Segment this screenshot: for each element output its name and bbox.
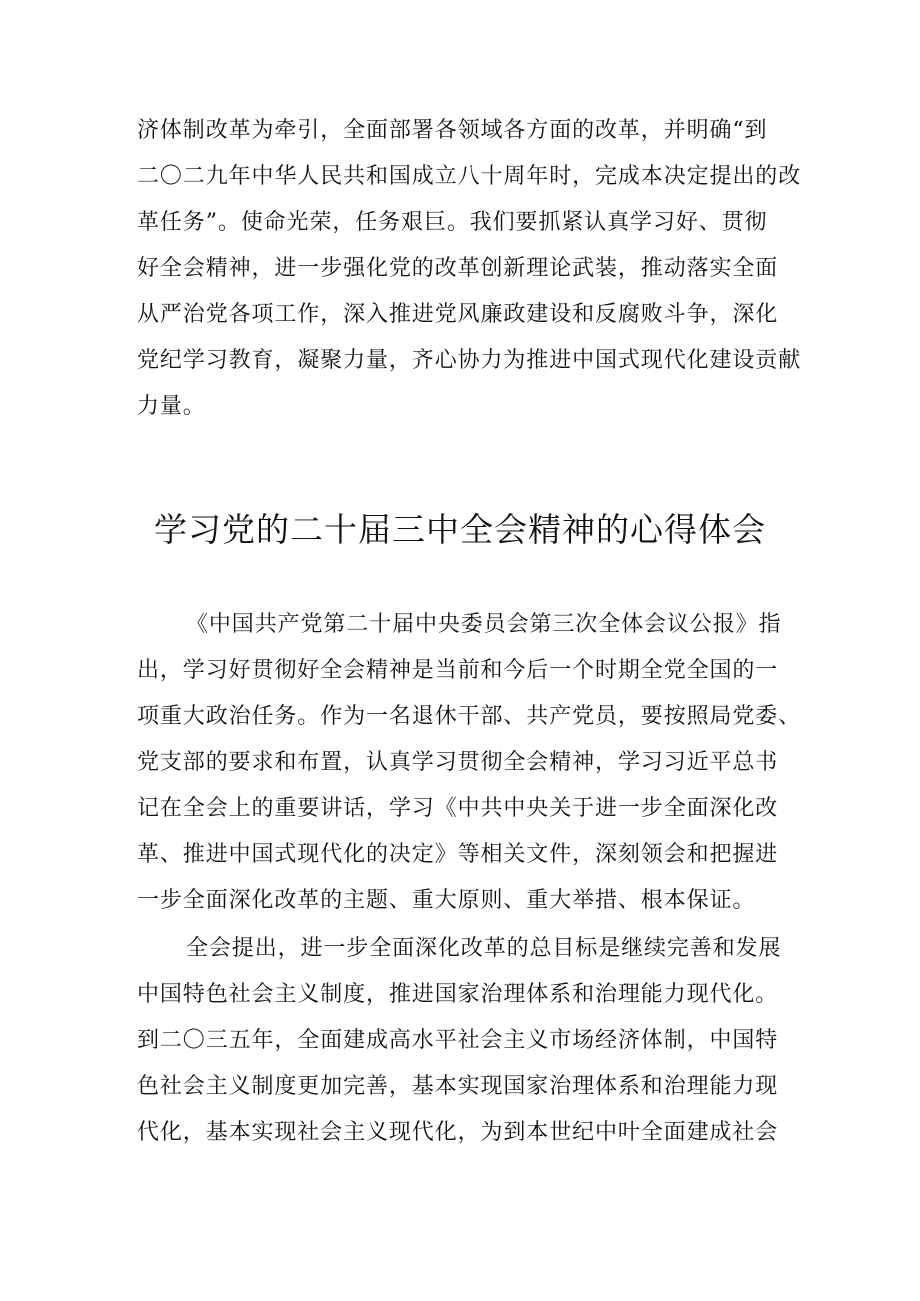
text-line: 一步全面深化改革的主题、重大原则、重大举措、根本保证。 — [137, 888, 756, 913]
text-line: 革、推进中国式现代化的决定》等相关文件，深刻领会和把握进 — [137, 842, 779, 867]
text-line: 二〇二九年中华人民共和国成立八十周年时，完成本决定提出的改 — [137, 164, 802, 189]
text-line: 党支部的要求和布置，认真学习贯彻全会精神，学习习近平总书 — [137, 750, 779, 775]
text-line: 到二〇三五年，全面建成高水平社会主义市场经济体制，中国特 — [137, 1028, 779, 1053]
text-line: 党纪学习教育，凝聚力量，齐心协力为推进中国式现代化建设贡献 — [137, 348, 802, 373]
text-line: 革任务”。使命光荣，任务艰巨。我们要抓紧认真学习好、贯彻 — [137, 210, 768, 235]
text-line: 色社会主义制度更加完善，基本实现国家治理体系和治理能力现 — [137, 1074, 779, 1099]
text-line: 全会提出，进一步全面深化改革的总目标是继续完善和发展 — [186, 936, 782, 961]
text-line: 代化，基本实现社会主义现代化，为到本世纪中叶全面建成社会 — [137, 1120, 779, 1145]
text-line: 记在全会上的重要讲话，学习《中共中央关于进一步全面深化改 — [137, 796, 779, 821]
article-title: 学习党的二十届三中全会精神的心得体会 — [154, 510, 766, 549]
text-line: 力量。 — [137, 394, 206, 419]
text-line: 出，学习好贯彻好全会精神是当前和今后一个时期全党全国的一 — [137, 658, 779, 683]
text-line: 中国特色社会主义制度，推进国家治理体系和治理能力现代化。 — [137, 982, 779, 1007]
text-line: 项重大政治任务。作为一名退休干部、共产党员，要按照局党委、 — [137, 704, 802, 729]
text-line: 《中国共产党第二十届中央委员会第三次全体会议公报》指 — [186, 612, 782, 637]
text-line: 从严治党各项工作，深入推进党风廉政建设和反腐败斗争，深化 — [137, 302, 779, 327]
text-line: 好全会精神，进一步强化党的改革创新理论武装，推动落实全面 — [137, 256, 779, 281]
text-line: 济体制改革为牵引，全面部署各领域各方面的改革，并明确“到 — [137, 118, 768, 143]
